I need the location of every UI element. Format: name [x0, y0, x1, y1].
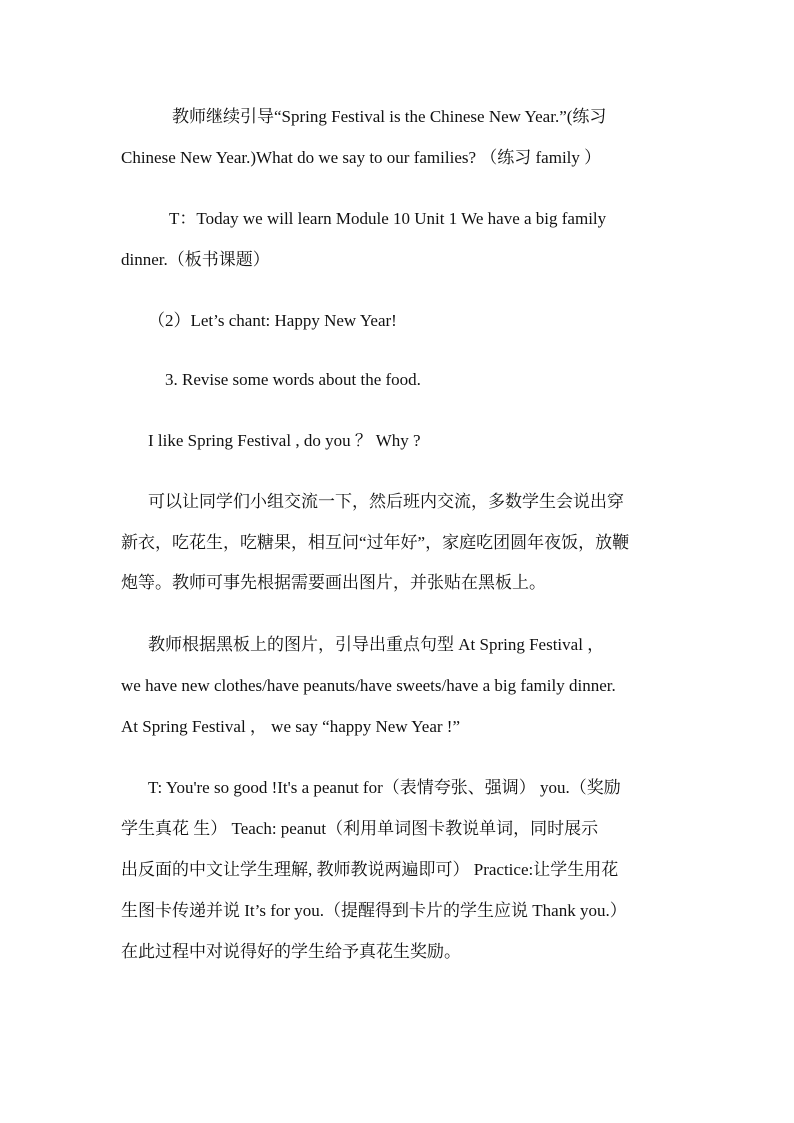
paragraph-line: 学生真花 生） Teach: peanut（利用单词图卡教说单词，同时展示	[121, 819, 599, 838]
paragraph-line: T: You're so good !It's a peanut for（表情夸张、强调） you.（奖励	[148, 778, 621, 797]
paragraph-line: 新衣，吃花生，吃糖果，相互问“过年好”，家庭吃团圆年夜饭，放鞭	[121, 533, 630, 552]
paragraph-line: I like Spring Festival , do you ？ Why ?	[148, 431, 421, 450]
paragraph-line: 生图卡传递并说 It’s for you.（提醒得到卡片的学生应说 Thank you.）	[121, 901, 627, 920]
paragraph-line: Chinese New Year.)What do we say to our families? （练习 family ）	[121, 148, 602, 167]
paragraph-line: we have new clothes/have peanuts/have sweets/have a big family dinner.	[121, 676, 616, 695]
paragraph-line: 3. Revise some words about the food.	[165, 370, 421, 389]
paragraph-line: 教师继续引导“Spring Festival is the Chinese New Year.”(练习	[172, 107, 607, 126]
paragraph-line: 教师根据黑板上的图片，引导出重点句型 At Spring Festival ，	[148, 635, 605, 654]
paragraph-line: 出反面的中文让学生理解, 教师教说两遍即可） Practice:让学生用花	[121, 860, 619, 879]
paragraph-line: 可以让同学们小组交流一下，然后班内交流，多数学生会说出穿	[148, 492, 624, 511]
paragraph-line: 在此过程中对说得好的学生给予真花生奖励。	[121, 942, 461, 961]
paragraph-line: T：Today we will learn Module 10 Unit 1 We have a big family	[169, 209, 607, 228]
paragraph-line: At Spring Festival ， we say “happy New Year !”	[121, 717, 460, 736]
paragraph-line: 炮等。教师可事先根据需要画出图片，并张贴在黑板上。	[121, 573, 546, 592]
paragraph-line: dinner.（板书课题）	[121, 250, 270, 269]
paragraph-line: （2）Let’s chant: Happy New Year!	[148, 311, 397, 330]
